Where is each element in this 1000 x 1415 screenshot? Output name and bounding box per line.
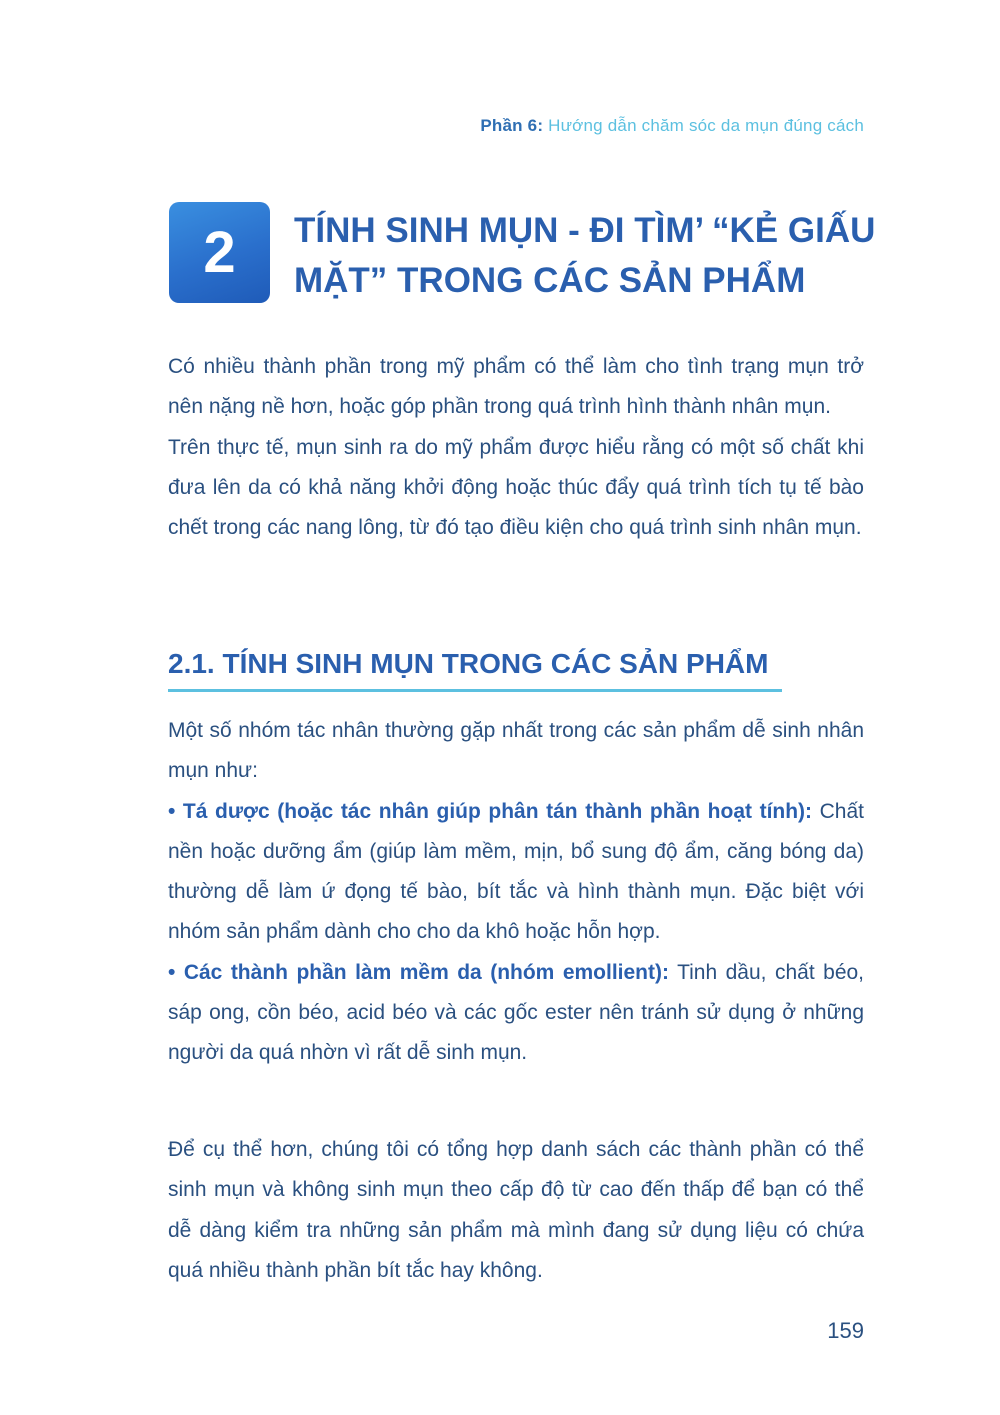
closing-paragraph: Để cụ thể hơn, chúng tôi có tổng hợp danh sách các thành phần có thể sinh mụn và không sinh mụn theo cấp độ từ cao đến thấp để bạn có thể dễ dàng kiểm tra những sản phẩm mà mình đang sử dụng liệu có chứa quá nhiều thành phần bít tắc hay không. bbox=[168, 1138, 864, 1282]
header-part-label: Phần 6: bbox=[480, 116, 544, 135]
bullet-item bbox=[168, 792, 864, 953]
chapter-title: TÍNH SINH MỤN - ĐI TÌM’ “KẺ GIẤU MẶT” TRONG CÁC SẢN PHẨM bbox=[294, 211, 876, 300]
page-number: 159 bbox=[827, 1318, 864, 1343]
bullet-item bbox=[168, 953, 864, 1074]
intro-paragraph-2: Trên thực tế, mụn sinh ra do mỹ phẩm được hiểu rằng có một số chất khi đưa lên da có khả năng khởi động hoặc thúc đẩy quá trình tích tụ tế bào chết trong các nang lông, từ đó tạo điều kiện cho quá trình sinh nhân mụn. bbox=[168, 435, 864, 540]
bullet-text: Tinh dầu, chất béo, sáp ong, cồn béo, acid béo và các gốc ester nên tránh sử dụng ở những người da quá nhờn vì rất dễ sinh mụn. bbox=[168, 960, 865, 1065]
section-lead: Một số nhóm tác nhân thường gặp nhất trong các sản phẩm dễ sinh nhân mụn như: bbox=[168, 719, 864, 783]
intro-paragraph-1: Có nhiều thành phần trong mỹ phẩm có thể làm cho tình trạng mụn trở nên nặng nề hơn, hoặc góp phần trong quá trình hình thành nhân mụn. bbox=[168, 355, 864, 419]
header-subtitle: Hướng dẫn chăm sóc da mụn đúng cách bbox=[548, 116, 864, 135]
bullet-label: • Các thành phần làm mềm da (nhóm emollient): bbox=[168, 960, 669, 984]
section-body bbox=[168, 711, 864, 1074]
chapter-number-badge: 2 bbox=[169, 202, 270, 303]
bullet-text: Chất nền hoặc dưỡng ẩm (giúp làm mềm, mịn, bổ sung độ ẩm, căng bóng da) thường dễ làm ứ đọng tế bào, bít tắc và hình thành mụn. Đặc biệt với nhóm sản phẩm dành cho cho da khô hoặc hỗn hợp. bbox=[168, 799, 864, 944]
running-header bbox=[480, 116, 864, 136]
bullet-label: • Tá dược (hoặc tác nhân giúp phân tán thành phần hoạt tính): bbox=[168, 799, 813, 823]
closing-block bbox=[168, 1130, 864, 1291]
intro-block bbox=[168, 347, 864, 548]
section-heading: 2.1. TÍNH SINH MỤN TRONG CÁC SẢN PHẨM bbox=[168, 645, 782, 692]
